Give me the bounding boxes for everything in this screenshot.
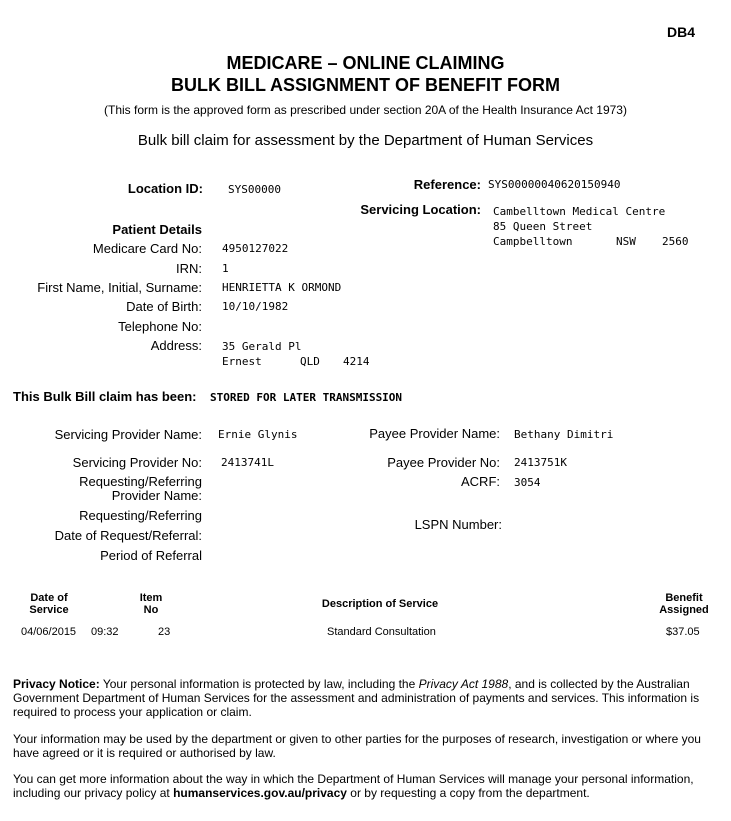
servicing-location-line1: Cambelltown Medical Centre (493, 205, 666, 218)
row-date: 04/06/2015 (21, 626, 77, 638)
row-time: 09:32 (91, 626, 119, 638)
col-date-header-line1: Date of (30, 592, 68, 604)
privacy-p1-b: , and is collected by the Australian Government Department of Human Services for the assessment and administration of payments and services. This information is required to process your application or claim. (13, 677, 700, 719)
col-item-header-line1: Item (139, 592, 163, 604)
payee-provider-no-label: Payee Provider No: (387, 455, 500, 470)
col-benefit-header-line1: Benefit (665, 592, 703, 604)
servicing-location-postcode: 2560 (662, 235, 689, 248)
requesting-provider-label1: Requesting/Referring (79, 474, 202, 489)
privacy-p1-a: Your personal information is protected by law, including the (102, 677, 419, 691)
address-state: QLD (300, 355, 320, 368)
servicing-provider-name-value: Ernie Glynis (218, 428, 298, 441)
claim-status-label: This Bulk Bill claim has been: (13, 389, 197, 404)
claim-status-value: STORED FOR LATER TRANSMISSION (210, 391, 403, 404)
servicing-location-state: NSW (616, 235, 636, 248)
address-line1: 35 Gerald Pl (222, 340, 302, 353)
acrf-value: 3054 (514, 476, 541, 489)
medicare-card-value: 4950127022 (222, 242, 289, 255)
row-benefit: $37.05 (666, 626, 700, 638)
claim-heading: Bulk bill claim for assessment by the Department of Human Services (137, 132, 594, 149)
dob-value: 10/10/1982 (222, 300, 289, 313)
acrf-label: ACRF: (461, 474, 500, 489)
payee-provider-no-value: 2413751K (514, 456, 567, 469)
address-postcode: 4214 (343, 355, 370, 368)
privacy-paragraph-3 (13, 772, 713, 800)
servicing-provider-name-label: Servicing Provider Name: (54, 427, 202, 442)
requesting-provider-label2: Provider Name: (111, 488, 202, 503)
address-label: Address: (150, 338, 202, 353)
payee-provider-name-label: Payee Provider Name: (369, 426, 500, 441)
patient-details-heading: Patient Details (112, 222, 202, 237)
row-description: Standard Consultation (327, 626, 436, 638)
request-date-label1: Requesting/Referring (79, 508, 202, 523)
location-id-label: Location ID: (127, 181, 203, 196)
reference-label: Reference: (413, 177, 481, 192)
reference-value: SYS00000040620150940 (488, 178, 621, 191)
patient-name-label: First Name, Initial, Surname: (37, 280, 202, 295)
form-code: DB4 (667, 24, 696, 40)
referral-period-label: Period of Referral (100, 548, 202, 563)
privacy-paragraph-2: Your information may be used by the department or given to other parties for the purposes of research, investigation or where you have agreed or it is required or authorised by law. (13, 732, 701, 760)
row-item: 23 (158, 626, 171, 638)
col-item-header (130, 592, 172, 616)
privacy-act-name: Privacy Act 1988 (418, 677, 509, 691)
col-description-header: Description of Service (321, 598, 439, 610)
medicare-card-label: Medicare Card No: (92, 241, 202, 256)
col-benefit-header (652, 592, 716, 616)
location-id-value: SYS00000 (228, 183, 281, 196)
privacy-p3-b: or by requesting a copy from the department. (346, 786, 590, 800)
servicing-location-label: Servicing Location: (360, 202, 481, 217)
privacy-policy-link[interactable]: humanservices.gov.au/privacy (173, 786, 347, 800)
servicing-provider-no-label: Servicing Provider No: (72, 455, 202, 470)
dob-label: Date of Birth: (126, 299, 202, 314)
servicing-location-line2: 85 Queen Street (493, 220, 593, 233)
privacy-paragraph-1 (13, 677, 713, 719)
col-date-header-line2: Service (29, 604, 69, 616)
address-suburb: Ernest (222, 355, 262, 368)
servicing-provider-no-value: 2413741L (221, 456, 274, 469)
privacy-p3-a: You can get more information about the way in which the Department of Human Services will manage your personal information, including our privacy policy at (13, 772, 694, 800)
form-subtitle: (This form is the approved form as prescribed under section 20A of the Health Insurance Act 1973) (104, 103, 627, 117)
request-date-label2: Date of Request/Referral: (54, 528, 202, 543)
lspn-label: LSPN Number: (414, 517, 502, 532)
col-item-header-line2: No (143, 604, 159, 616)
servicing-location-suburb: Campbelltown (493, 235, 573, 248)
title-line1: MEDICARE – ONLINE CLAIMING (226, 53, 505, 73)
patient-name-value: HENRIETTA K ORMOND (222, 281, 342, 294)
col-benefit-header-line2: Assigned (659, 604, 709, 616)
title-line2: BULK BILL ASSIGNMENT OF BENEFIT FORM (171, 75, 560, 95)
payee-provider-name-value: Bethany Dimitri (514, 428, 614, 441)
telephone-label: Telephone No: (118, 319, 202, 334)
irn-label: IRN: (176, 261, 202, 276)
col-date-header (20, 592, 78, 616)
irn-value: 1 (222, 262, 229, 275)
privacy-label: Privacy Notice: (13, 677, 100, 691)
